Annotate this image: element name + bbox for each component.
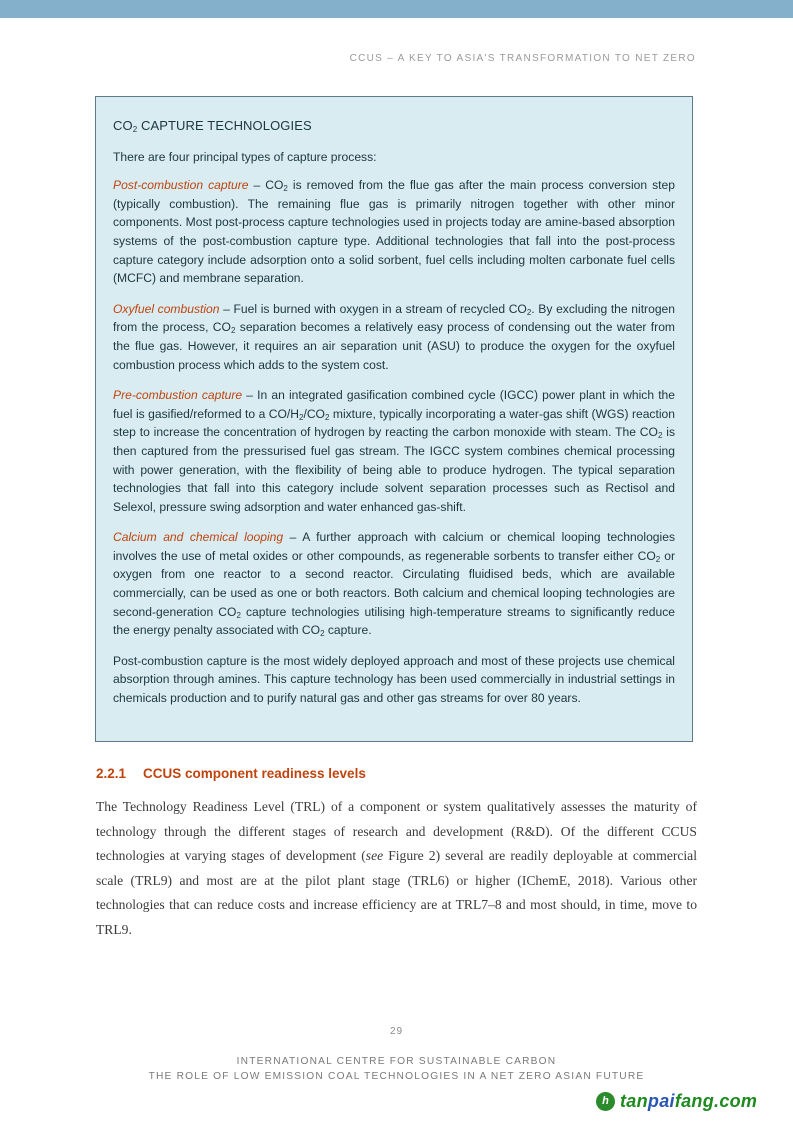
oxyfuel-paragraph <box>113 300 675 374</box>
footer-organization: INTERNATIONAL CENTRE FOR SUSTAINABLE CARBON <box>236 1056 557 1067</box>
text: fang.com <box>674 1090 758 1111</box>
text: capture. <box>324 623 372 638</box>
running-header: CCUS – A KEY TO ASIA'S TRANSFORMATION TO NET ZERO <box>349 53 696 64</box>
subscript: 2 <box>230 326 236 336</box>
term-looping: Calcium and chemical looping <box>113 530 284 545</box>
text: tan <box>620 1090 648 1111</box>
watermark <box>596 1088 757 1114</box>
term-oxyfuel: Oxyfuel combustion <box>113 301 220 316</box>
section-heading <box>96 766 366 781</box>
post-combustion-paragraph <box>113 176 675 288</box>
text: or oxygen from one reactor to a second reactor. Circulating fluidised beds, which are available commercially, can be used as one or both reactors. Both calcium and chemical looping technologies are second-generation CO <box>113 548 675 619</box>
box-title <box>113 117 675 136</box>
text: – CO <box>248 178 284 193</box>
text-italic: see <box>365 848 384 863</box>
text: is then captured from the pressurised fuel gas stream. The IGCC system combines chemical processing with power generation, with the flexibility of being able to produce hydrogen. The typical separation technologies that fall into this category include solvent separation processes such as Rectisol and Selexol, pressure swing adsorption and water enhanced gas-shift. <box>113 425 675 514</box>
text: pai <box>647 1090 675 1111</box>
box-title-rest: CAPTURE TECHNOLOGIES <box>137 118 312 133</box>
text: is removed from the flue gas after the main process conversion step (typically combustion). The remaining flue gas is primarily nitrogen together with other minor components. Most post-process capture technologies used in projects today are amine-based absorption systems of the post-combustion capture type. Additional technologies that fall into the post-process capture category include adsorption onto a solid sorbent, fuel cells including molten carbonate fuel cells (MCFC) and membrane separation. <box>113 178 675 286</box>
section-title: CCUS component readiness levels <box>143 766 366 781</box>
subscript: 2 <box>132 125 138 134</box>
text: Figure 2) several are readily deployable at commercial scale (TRL9) and most are at the pilot plant stage (TRL6) or higher (IChemE, 2018). Various other technologies that can reduce costs and increase efficiency are at TRL7–8 and most should, in time, move to TRL9. <box>96 848 697 937</box>
term-pre-combustion: Pre-combustion capture <box>113 388 243 403</box>
subscript: 2 <box>236 610 241 620</box>
pre-combustion-paragraph <box>113 386 675 516</box>
page-number: 29 <box>389 1026 404 1037</box>
capture-technologies-box <box>95 96 693 742</box>
footer <box>0 1054 793 1084</box>
box-intro: There are four principal types of capture process: <box>113 149 377 164</box>
text: . By excluding the nitrogen from the process, CO <box>113 301 675 335</box>
subscript: 2 <box>657 431 663 441</box>
text: The Technology Readiness Level (TRL) of a component or system qualitatively assesses the maturity of technology through the different stages of research and development (R&D). Of the different CCUS technologies at varying stages of development ( <box>96 799 697 863</box>
subscript: 2 <box>299 412 304 422</box>
text: capture technologies utilising high-temperature streams to significantly reduce the energy penalty associated with CO <box>113 604 676 638</box>
text: – In an integrated gasification combined cycle (IGCC) power plant in which the fuel is gasified/reformed to a CO/H <box>113 388 676 421</box>
text: mixture, typically incorporating a water-gas shift (WGS) reaction step to increase the concentration of hydrogen by reacting the carbon monoxide with steam. The CO <box>113 406 675 440</box>
tanpaifang-logo-icon: h <box>596 1092 615 1111</box>
watermark-text <box>620 1091 757 1112</box>
subscript: 2 <box>283 184 288 194</box>
section-body <box>96 795 697 942</box>
subscript: 2 <box>320 629 325 639</box>
text: separation becomes a relatively easy process of condensing out the water from the flue gas. However, it requires an air separation unit (ASU) to produce the oxygen for the oxyfuel combustion process which adds to the system cost. <box>113 320 675 372</box>
subscript: 2 <box>526 307 532 317</box>
subscript: 2 <box>655 554 661 564</box>
box-title-co: CO <box>113 118 133 133</box>
term-post-combustion: Post-combustion capture <box>113 178 249 193</box>
text: – A further approach with calcium or chemical looping technologies involves the use of metal oxides or other compounds, as regenerable sorbents to transfer either CO <box>113 530 675 563</box>
text: /CO <box>303 406 325 421</box>
text: – Fuel is burned with oxygen in a stream of recycled CO <box>219 301 527 316</box>
footer-report-title: THE ROLE OF LOW EMISSION COAL TECHNOLOGIES IN A NET ZERO ASIAN FUTURE <box>148 1071 645 1082</box>
box-conclusion: Post-combustion capture is the most widely deployed approach and most of these projects use chemical absorption through amines. This capture technology has been used commercially in industrial settings in chemicals production and to purify natural gas and other gas streams for over 80 years. <box>113 653 675 706</box>
top-color-bar <box>0 0 793 18</box>
section-number: 2.2.1 <box>96 766 127 781</box>
looping-paragraph <box>113 528 675 640</box>
subscript: 2 <box>324 412 330 422</box>
